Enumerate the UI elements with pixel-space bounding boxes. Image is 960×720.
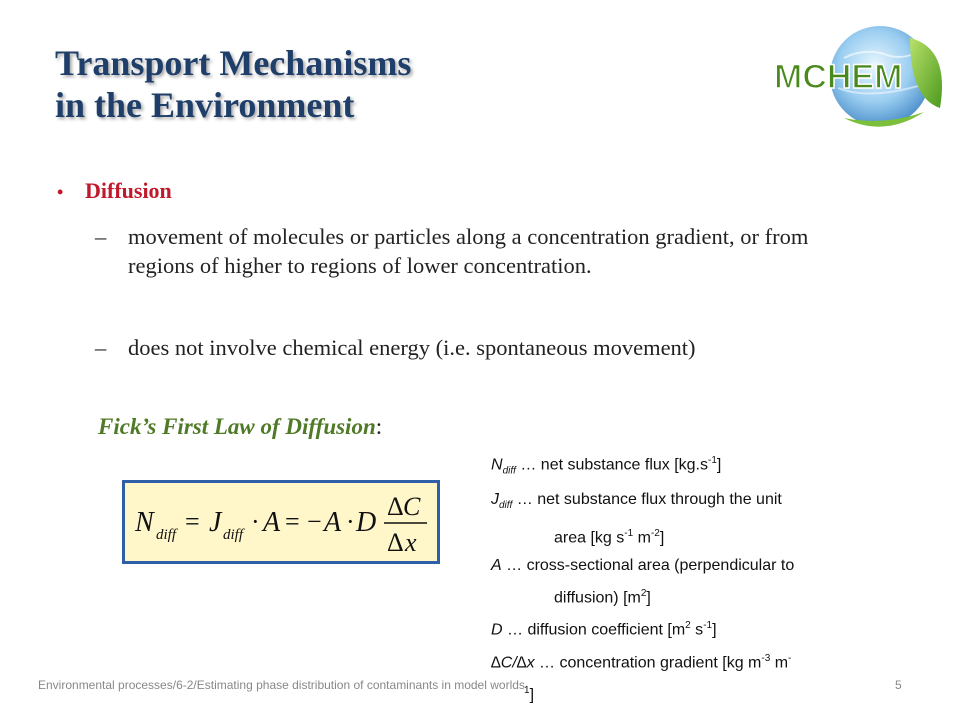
svg-text:=: = xyxy=(185,507,200,536)
svg-text:diff: diff xyxy=(156,527,177,543)
definitions-list xyxy=(491,447,821,709)
dash-icon: – xyxy=(95,335,107,360)
title-line-2: in the Environment xyxy=(55,85,355,125)
svg-text:Δ: Δ xyxy=(387,492,404,521)
svg-text:diff: diff xyxy=(223,527,244,543)
svg-text:A: A xyxy=(263,507,281,538)
svg-text:=: = xyxy=(285,507,300,536)
equation-box xyxy=(122,480,440,564)
bullet-label: Diffusion xyxy=(85,178,172,203)
law-heading xyxy=(98,414,382,440)
svg-text:−: − xyxy=(307,507,322,536)
definition-n-diff: $N_{diff}$ … net substance flux $[kg.s^{-1}]$ xyxy=(491,455,722,477)
bullet-diffusion xyxy=(57,178,172,204)
svg-text:A: A xyxy=(324,507,342,538)
title-line-1: Transport Mechanisms xyxy=(55,43,412,83)
svg-text:N: N xyxy=(135,507,154,538)
svg-text:J: J xyxy=(209,507,222,538)
sub-point-1 xyxy=(95,222,848,280)
law-title: Fick’s First Law of Diffusion xyxy=(98,414,376,439)
logo-text: MCHEM xyxy=(774,58,903,96)
bullet-icon: • xyxy=(57,182,64,202)
svg-text:Δ: Δ xyxy=(387,528,404,557)
slide-title xyxy=(55,42,411,126)
dash-icon: – xyxy=(95,224,107,249)
definition-gradient: ∆C/∆x … concentration gradient [kg $m^{-3}$ m- $^1$] xyxy=(491,652,792,704)
sub-point-text: does not involve chemical energy (i.e. spontaneous movement) xyxy=(128,335,696,360)
sub-point-text: movement of molecules or particles along a concentration gradient, or from regions of higher to regions of lower concentration. xyxy=(128,224,809,278)
svg-text:·: · xyxy=(346,507,355,536)
svg-text:C: C xyxy=(403,492,421,521)
equation-formula xyxy=(125,483,437,561)
mchem-logo xyxy=(760,18,950,138)
definition-a: A … cross-sectional area (perpendicular to diffusion) $[m^2]$ xyxy=(491,557,795,607)
svg-text:x: x xyxy=(405,528,417,557)
definition-d: D … diffusion coefficient [$m^2$ $s^{-1}$] xyxy=(491,620,717,639)
definition-j-diff: $J_{diff}$ … net substance flux through the unit area [kg $s^{-1}$ $m^{-2}$] xyxy=(491,490,782,547)
svg-text:D: D xyxy=(356,507,377,538)
law-colon: : xyxy=(375,414,383,439)
sub-point-2 xyxy=(95,333,848,362)
slide-footer: Environmental processes/6-2/Estimating phase distribution of contaminants in model worlds xyxy=(38,678,525,692)
page-number: 5 xyxy=(895,678,902,692)
svg-text:·: · xyxy=(251,507,260,536)
